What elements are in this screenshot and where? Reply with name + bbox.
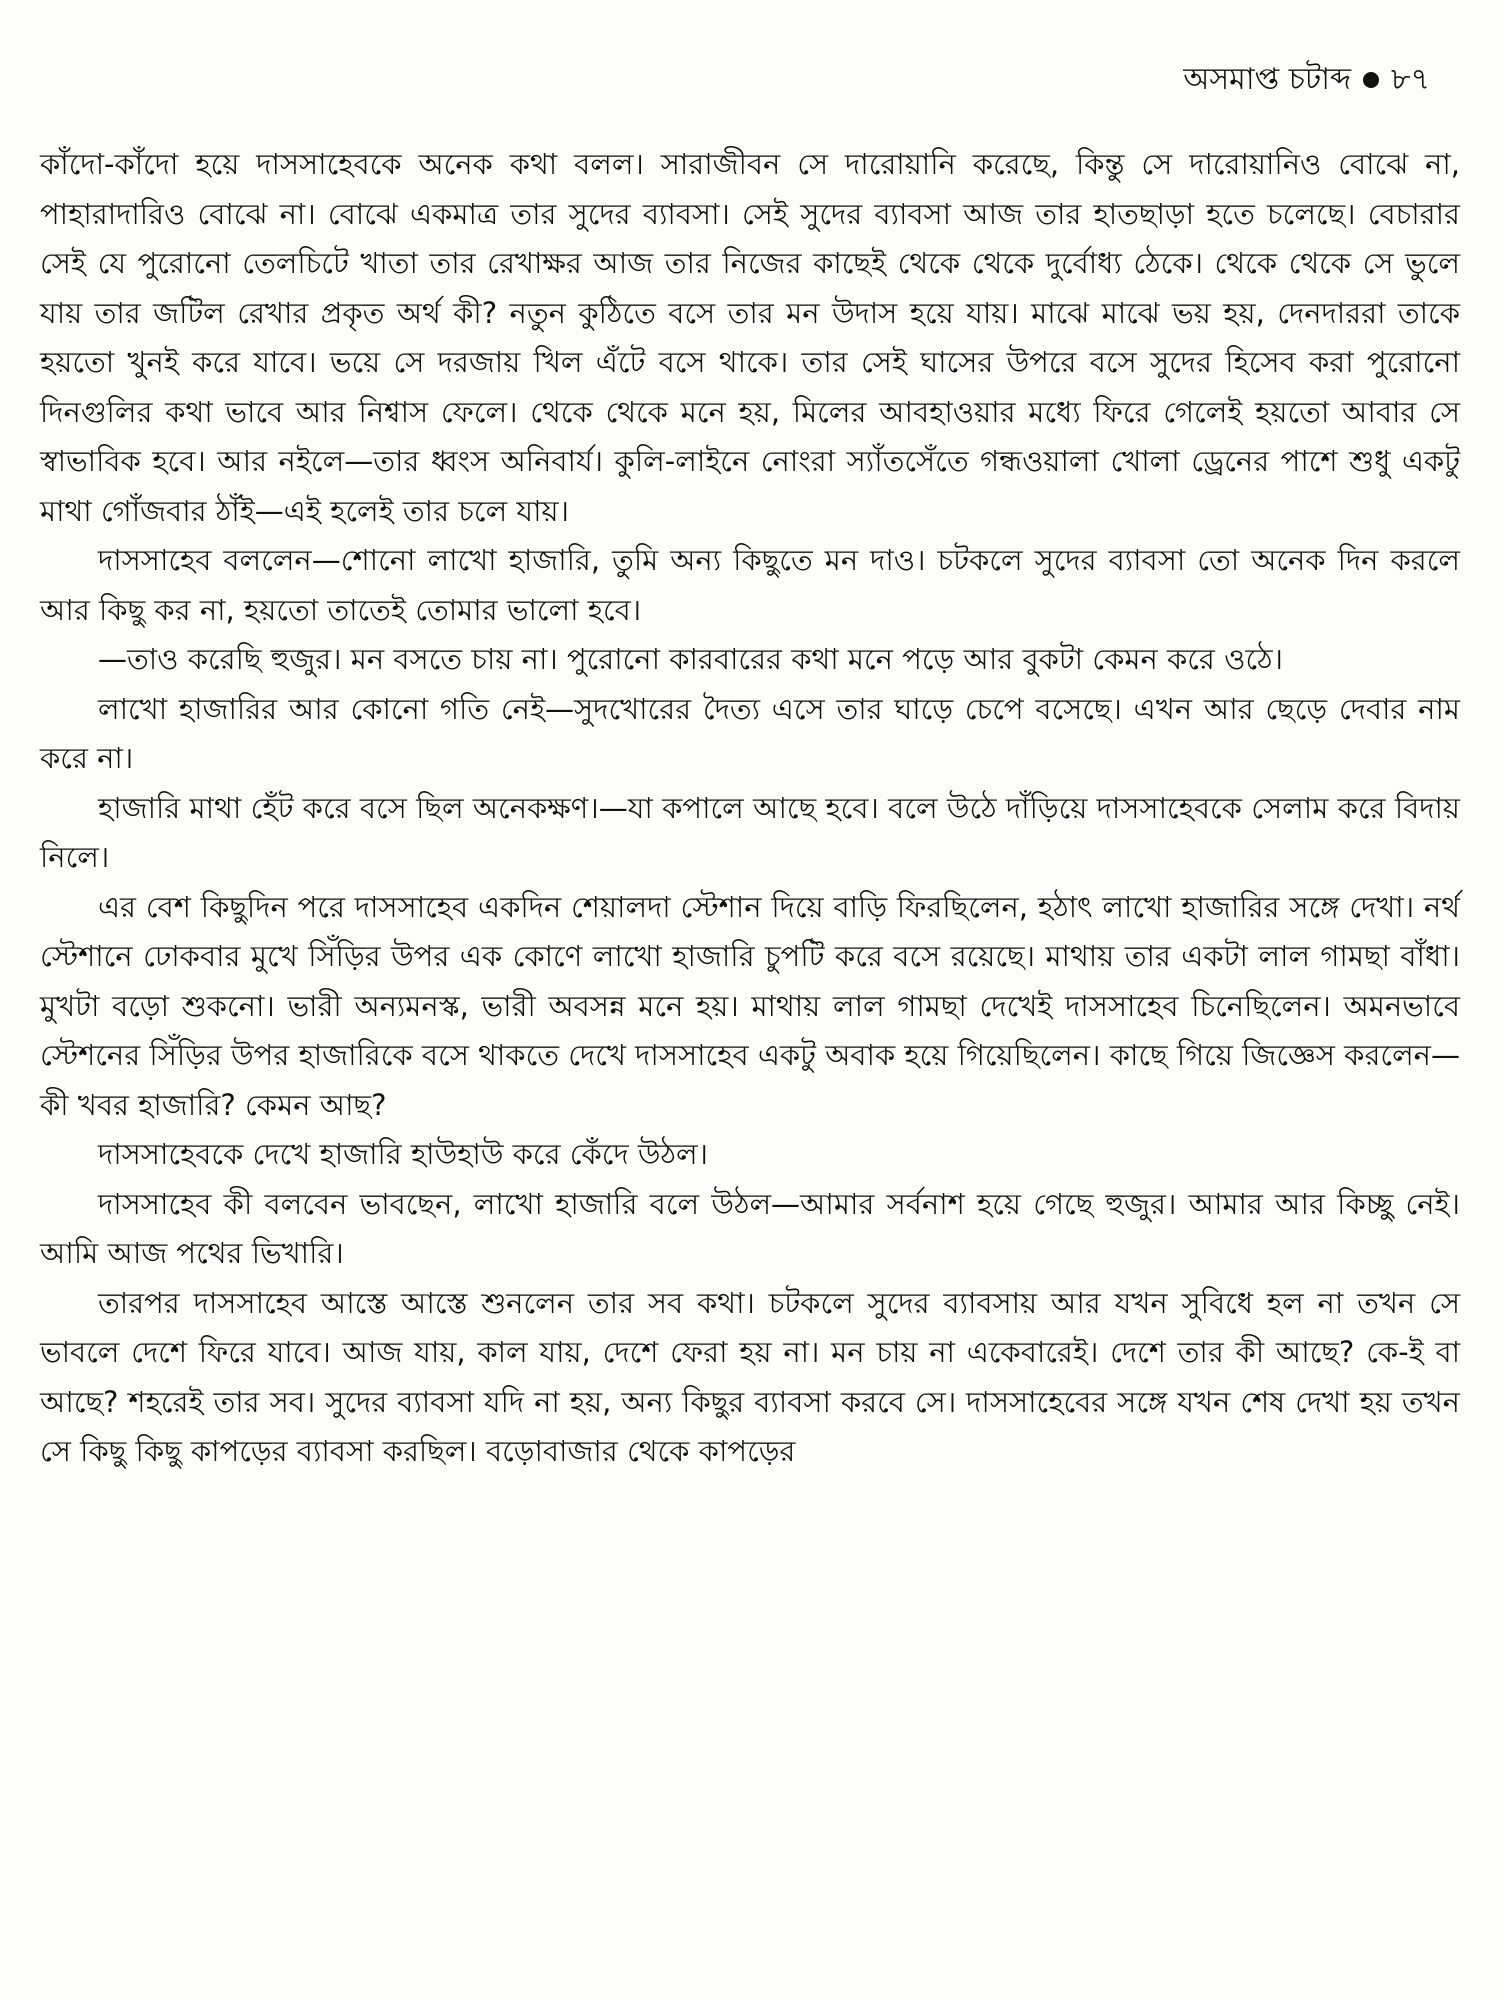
paragraph: হাজারি মাথা হেঁট করে বসে ছিল অনেকক্ষণ।—যা কপালে আছে হবে। বলে উঠে দাঁড়িয়ে দাসসাহেবকে সেলাম করে বিদায় নিলে। [40, 790, 1460, 874]
paragraph: দাসসাহেবকে দেখে হাজারি হাউহাউ করে কেঁদে উঠল। [98, 1137, 708, 1171]
paragraph: কাঁদো-কাঁদো হয়ে দাসসাহেবকে অনেক কথা বলল। সারাজীবন সে দারোয়ানি করেছে, কিন্তু সে দারোয়ানিও বোঝে না, পাহারাদারিও বোঝে না। বোঝে একমাত্র তার সুদের ব্যাবসা। সেই সুদের ব্যাবসা আজ তার হাতছাড়া হতে চলেছে। বেচারার সেই যে পুরোনো তেলচিটে খাতা তার রেখাক্ষর আজ তার নিজের কাছেই থেকে থেকে দুর্বোধ্য ঠেকে। থেকে থেকে সে ভুলে যায় তার জটিল রেখার প্রকৃত অর্থ কী? নতুন কুঠিতে বসে তার মন উদাস হয়ে যায়। মাঝে মাঝে ভয় হয়, দেনদাররা তাকে হয়তো খুনই করে যাবে। ভয়ে সে দরজায় খিল এঁটে বসে থাকে। তার সেই ঘাসের উপরে বসে সুদের হিসেব করা পুরোনো দিনগুলির কথা ভাবে আর নিশ্বাস ফেলে। থেকে থেকে মনে হয়, মিলের আবহাওয়ার মধ্যে ফিরে গেলেই হয়তো আবার সে স্বাভাবিক হবে। আর নইলে—তার ধ্বংস অনিবার্য। কুলি-লাইনে নোংরা স্যাঁতসেঁতে গন্ধওয়ালা খোলা ড্রেনের পাশে শুধু একটু মাথা গোঁজবার ঠাঁই—এই হলেই তার চলে যায়। [40, 147, 1460, 528]
page-number: ৮৭ [1391, 62, 1430, 97]
body-text [40, 140, 1460, 1477]
paragraph: —তাও করেছি হুজুর। মন বসতে চায় না। পুরোনো কারবারের কথা মনে পড়ে আর বুকটা কেমন করে ওঠে। [98, 642, 1283, 676]
book-title: অসমাপ্ত চটাব্দ [1183, 62, 1352, 97]
paragraph: এর বেশ কিছুদিন পরে দাসসাহেব একদিন শেয়ালদা স্টেশান দিয়ে বাড়ি ফিরছিলেন, হঠাৎ লাখো হাজারির সঙ্গে দেখা। নর্থ স্টেশানে ঢোকবার মুখে সিঁড়ির উপর এক কোণে লাখো হাজারি চুপটি করে বসে রয়েছে। মাথায় তার একটা লাল গামছা বাঁধা। মুখটা বড়ো শুকনো। ভারী অন্যমনস্ক, ভারী অবসন্ন মনে হয়। মাথায় লাল গামছা দেখেই দাসসাহেব চিনেছিলেন। অমনভাবে স্টেশনের সিঁড়ির উপর হাজারিকে বসে থাকতে দেখে দাসসাহেব একটু অবাক হয়ে গিয়েছিলেন। কাছে গিয়ে জিজ্ঞেস করলেন—কী খবর হাজারি? কেমন আছ? [40, 889, 1460, 1122]
paragraph: তারপর দাসসাহেব আস্তে আস্তে শুনলেন তার সব কথা। চটকলে সুদের ব্যাবসায় আর যখন সুবিধে হল না তখন সে ভাবলে দেশে ফিরে যাবে। আজ যায়, কাল যায়, দেশে ফেরা হয় না। মন চায় না একেবারেই। দেশে তার কী আছে? কে-ই বা আছে? শহরেই তার সব। সুদের ব্যাবসা যদি না হয়, অন্য কিছুর ব্যাবসা করবে সে। দাসসাহেবের সঙ্গে যখন শেষ দেখা হয় তখন সে কিছু কিছু কাপড়ের ব্যাবসা করছিল। বড়োবাজার থেকে কাপড়ের [40, 1285, 1460, 1468]
bullet-icon [1363, 72, 1379, 88]
paragraph: দাসসাহেব কী বলবেন ভাবছেন, লাখো হাজারি বলে উঠল—আমার সর্বনাশ হয়ে গেছে হুজুর। আমার আর কিচ্ছু নেই। আমি আজ পথের ভিখারি। [40, 1186, 1460, 1270]
paragraph: লাখো হাজারির আর কোনো গতি নেই—সুদখোরের দৈত্য এসে তার ঘাড়ে চেপে বসেছে। এখন আর ছেড়ে দেবার নাম করে না। [40, 691, 1460, 775]
paragraph: দাসসাহেব বললেন—শোনো লাখো হাজারি, তুমি অন্য কিছুতে মন দাও। চটকলে সুদের ব্যাবসা তো অনেক দিন করলে আর কিছু কর না, হয়তো তাতেই তোমার ভালো হবে। [40, 543, 1460, 627]
running-header [1183, 62, 1430, 98]
